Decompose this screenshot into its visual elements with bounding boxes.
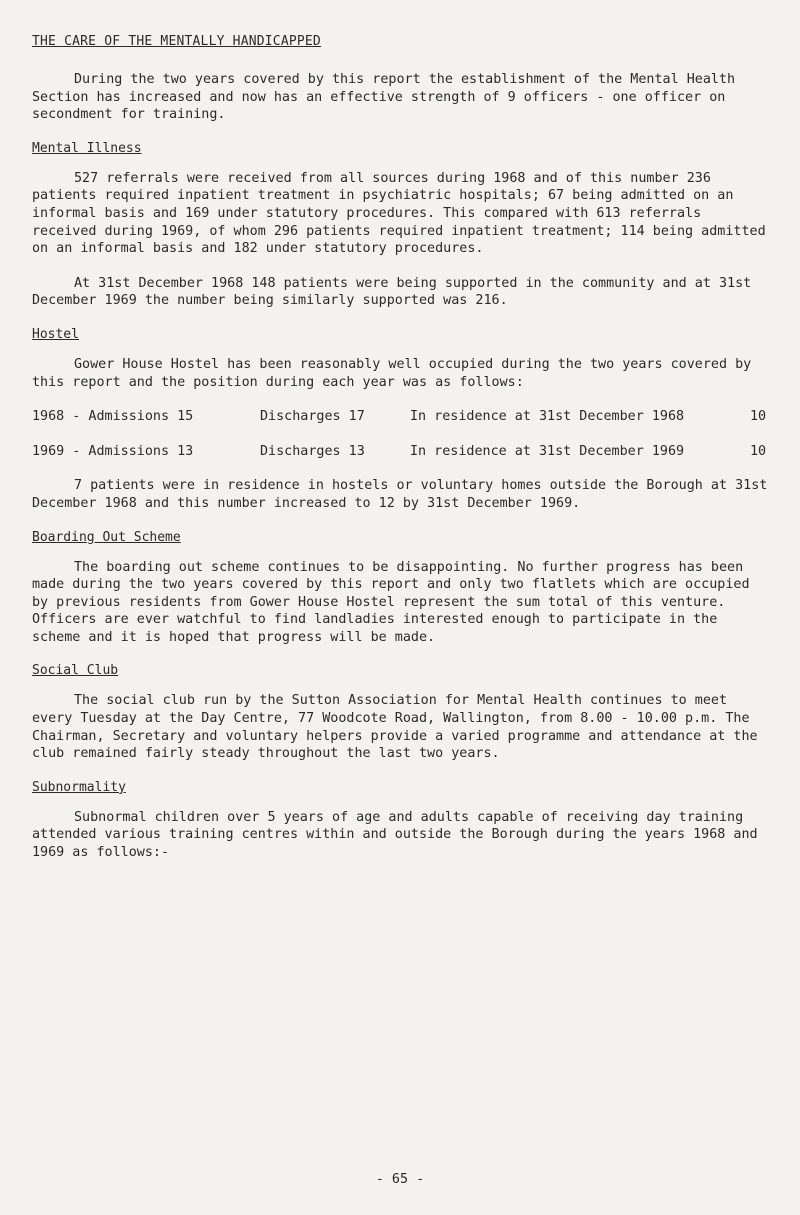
admissions-1968: 1968 - Admissions 15 xyxy=(32,409,194,425)
residence-1968: In residence at 31st December 1968 xyxy=(410,409,685,425)
mental-illness-paragraph-1: 527 referrals were received from all sources during 1968 and of this number 236 patients required inpatient treatment in psychiatric hospitals; 67 being admitted on an informal basis and 169 under statutory procedures. This compared with 613 referrals received during 1969, of whom 296 patients required inpatient treatment; 114 being admitted on an informal basis and 182 under statutory procedures. xyxy=(32,170,766,257)
social-club-paragraph: The social club run by the Sutton Association for Mental Health continues to meet every Tuesday at the Day Centre, 77 Woodcote Road, Wallington, from 8.00 - 10.00 p.m. The Chairman, Secretary and voluntary helpers provide a varied programme and attendance at the club remained fairly steady throughout the last two years. xyxy=(32,693,758,762)
heading-social-club: Social Club xyxy=(32,663,119,679)
admissions-1969: 1969 - Admissions 13 xyxy=(32,443,194,459)
document-title: THE CARE OF THE MENTALLY HANDICAPPED xyxy=(32,34,321,49)
residence-count-1969: 10 xyxy=(750,443,767,459)
heading-subnormality: Subnormality xyxy=(32,779,126,795)
subnormality-paragraph: Subnormal children over 5 years of age and adults capable of receiving day training attended various training centres within and outside the Borough during the years 1968 and 1969 as follows:- xyxy=(32,809,758,861)
hostel-paragraph-2: 7 patients were in residence in hostels or voluntary homes outside the Borough at 31st December 1968 and this number increased to 12 by 31st December 1969. xyxy=(32,478,768,511)
boarding-paragraph: The boarding out scheme continues to be disappointing. No further progress has been made during the two years covered by this report and only two flatlets which are occupied by previous residents from Gower House Hostel represent the sum total of this venture. Officers are ever watchful to find landladies interested enough to participate in the scheme and it is hoped that progress will be made. xyxy=(32,559,750,645)
discharges-1969: Discharges 13 xyxy=(260,443,365,459)
discharges-1968: Discharges 17 xyxy=(260,409,365,425)
hostel-stat-row-1969 xyxy=(32,443,772,461)
heading-hostel: Hostel xyxy=(32,326,79,342)
heading-boarding-out-scheme: Boarding Out Scheme xyxy=(32,529,181,545)
page-number: - 65 - xyxy=(375,1172,425,1187)
hostel-paragraph-1: Gower House Hostel has been reasonably well occupied during the two years covered by this report and the position during each year was as follows: xyxy=(32,356,752,390)
heading-mental-illness: Mental Illness xyxy=(32,140,142,156)
hostel-stat-row-1968 xyxy=(32,408,772,426)
residence-1969: In residence at 31st December 1969 xyxy=(410,443,685,459)
mental-illness-paragraph-2: At 31st December 1968 148 patients were being supported in the community and at 31st December 1969 the number being similarly supported was 216. xyxy=(32,275,752,309)
residence-count-1968: 10 xyxy=(750,409,767,425)
intro-paragraph: During the two years covered by this report the establishment of the Mental Health Section has increased and now has an effective strength of 9 officers - one officer on secondment for training. xyxy=(32,72,736,123)
document-page xyxy=(32,34,772,879)
